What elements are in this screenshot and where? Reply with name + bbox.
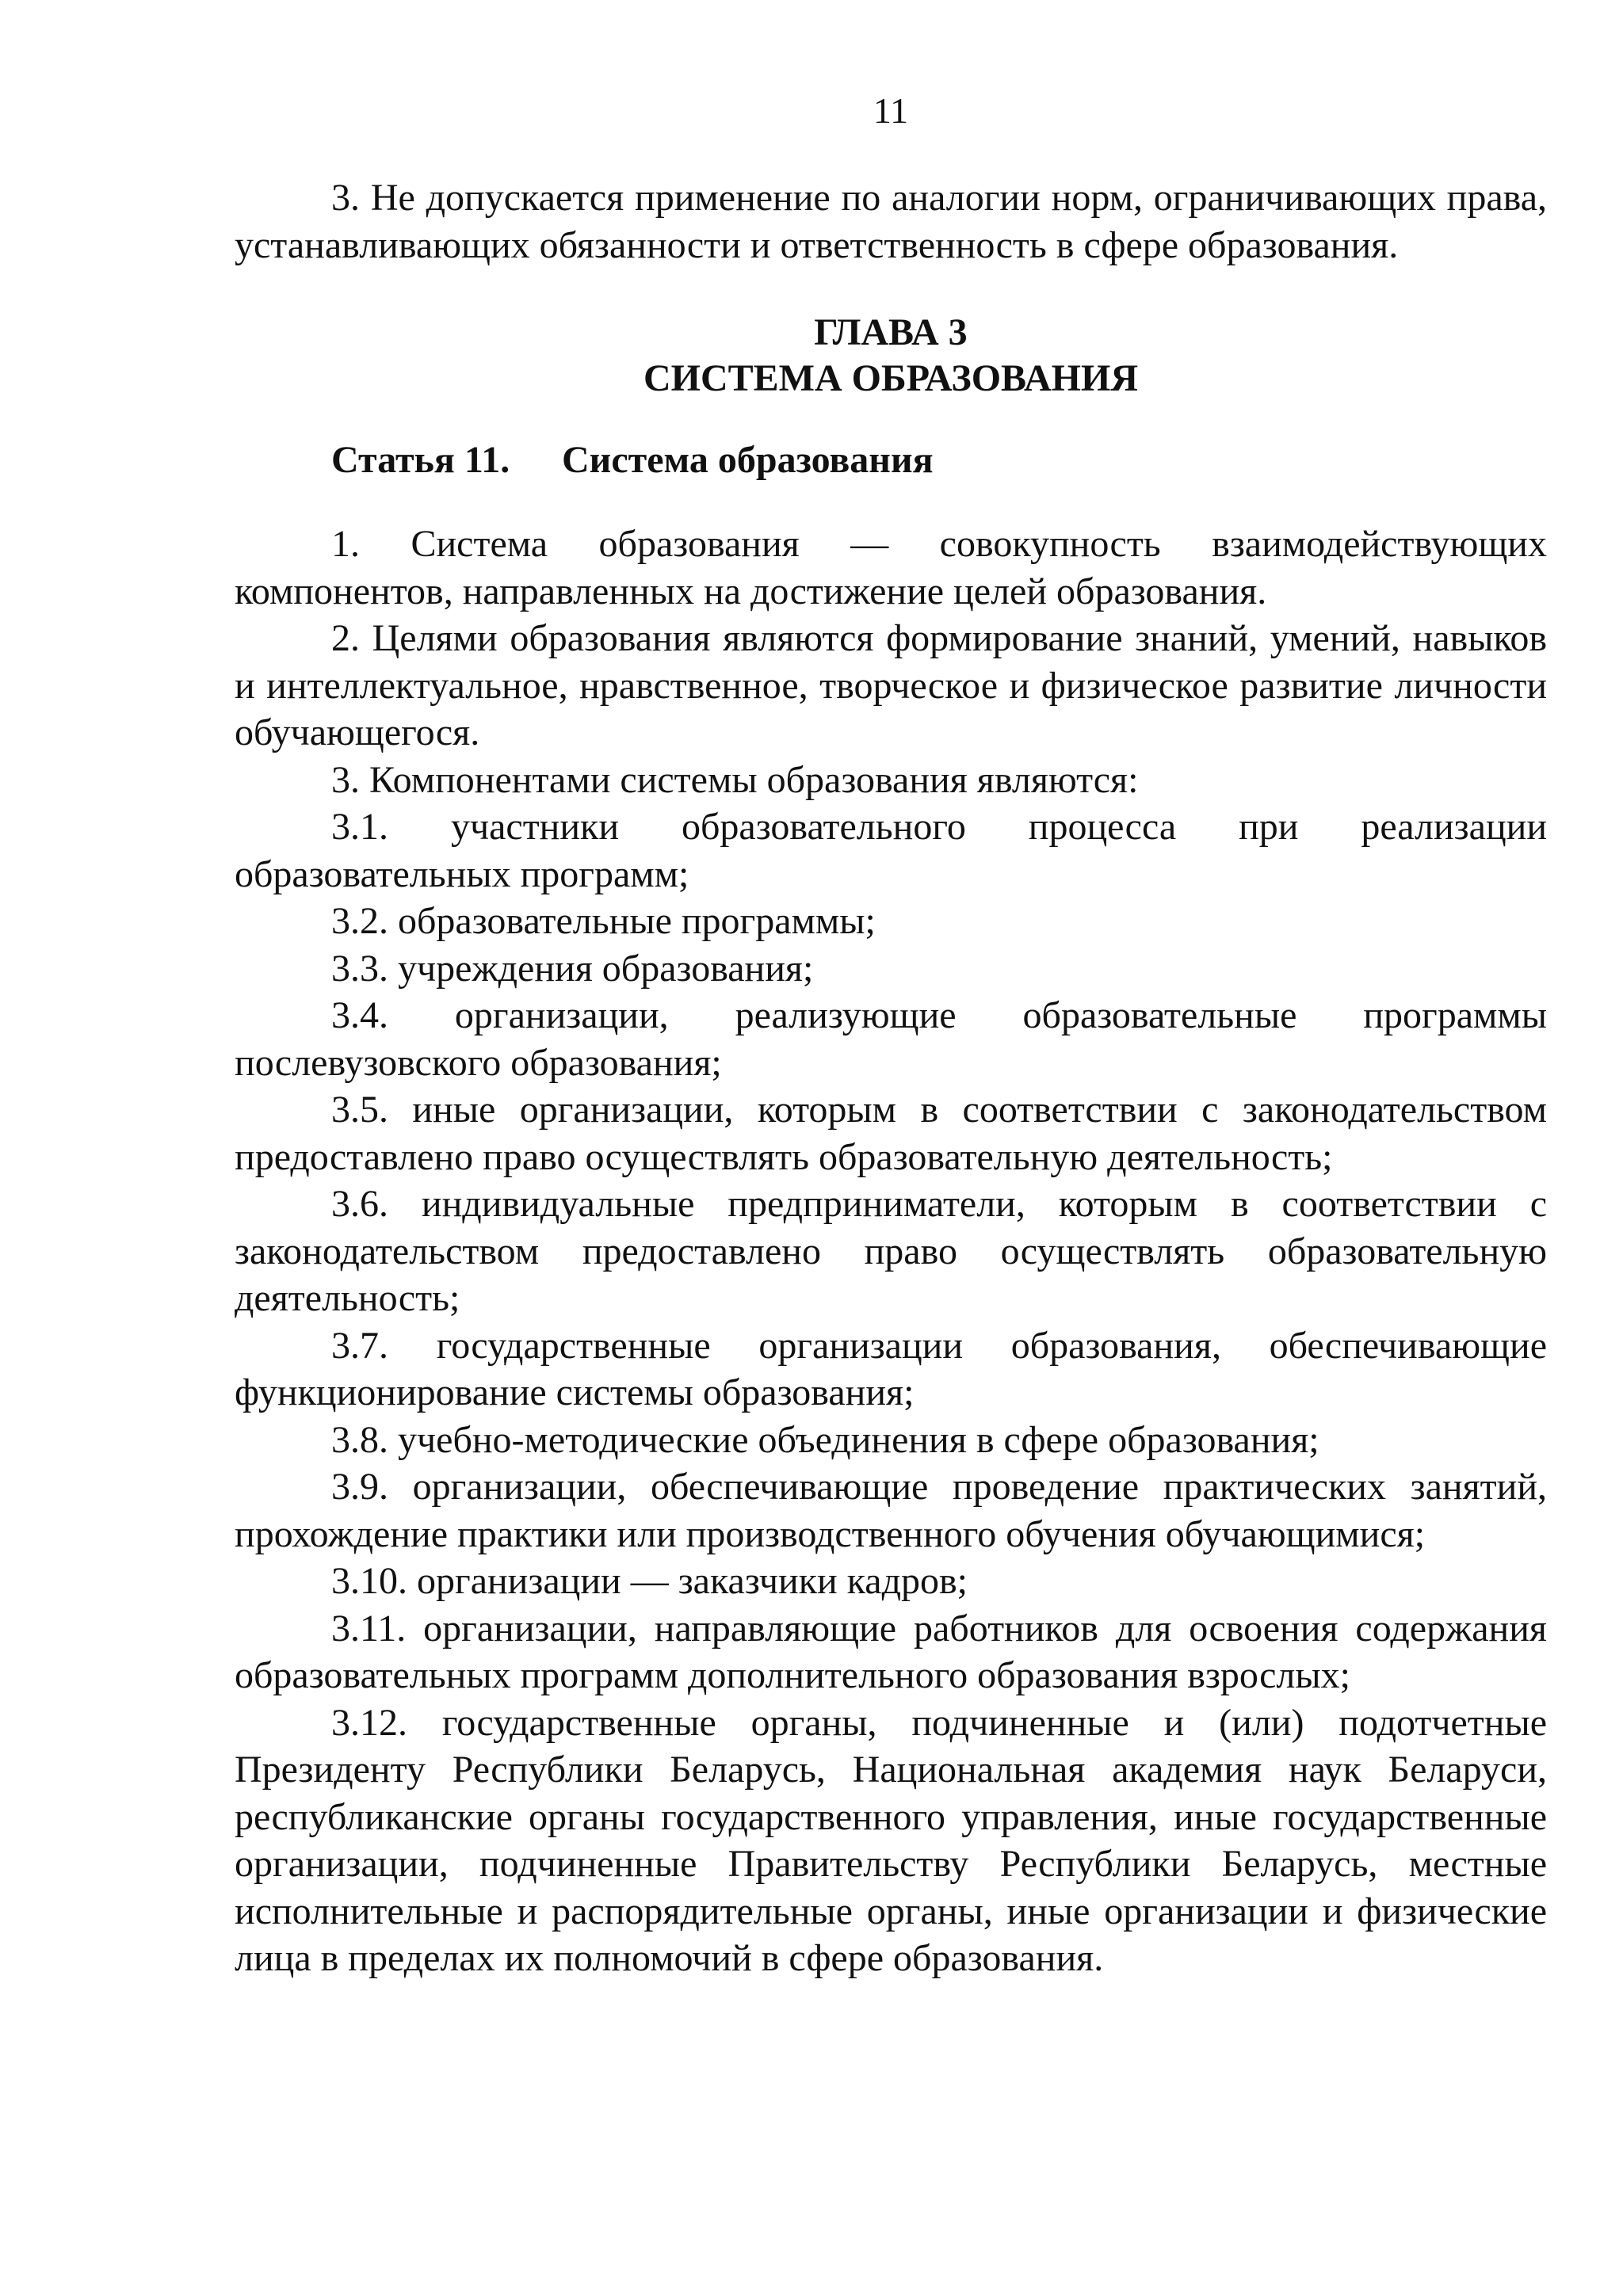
item-3-11: 3.11. организации, направляющие работников для освоения содержания образовательных программ дополнительного образования взрослых;	[235, 1607, 1547, 1696]
paragraph-1: 1. Система образования — совокупность взаимодействующих компонентов, направленных на достижение целей образования.	[235, 523, 1547, 612]
paragraph-3: 3. Компонентами системы образования являются:	[331, 758, 1139, 801]
page-number: 11	[873, 90, 909, 131]
intro-paragraph: 3. Не допускается применение по аналогии норм, ограничивающих права, устанавливающих обязанности и ответственность в сфере образования.	[235, 177, 1547, 266]
item-3-12: 3.12. государственные органы, подчиненные и (или) подотчетные Президенту Республики Беларусь, Национальная академия наук Беларуси, республиканские органы государственного управления, иные государственные организации, подчиненные Правительству Республики Беларусь, местные исполнительные и распорядительные органы, иные организации и физические лица в пределах их полномочий в сфере образования.	[235, 1701, 1547, 1979]
article-title: Система образования	[562, 439, 934, 481]
item-3-9: 3.9. организации, обеспечивающие проведение практических занятий, прохождение практики или производственного обучения обучающимися;	[235, 1466, 1547, 1555]
chapter-heading	[235, 310, 1547, 402]
item-3-10: 3.10. организации — заказчики кадров;	[331, 1560, 968, 1602]
article-body	[235, 521, 1547, 1982]
paragraph-2: 2. Целями образования являются формирование знаний, умений, навыков и интеллектуальное, нравственное, творческое и физическое развитие личности обучающегося.	[235, 617, 1547, 753]
item-3-4: 3.4. организации, реализующие образовательные программы послевузовского образования;	[235, 994, 1547, 1084]
item-3-6: 3.6. индивидуальные предприниматели, которым в соответствии с законодательством предоставлено право осуществлять образовательную деятельность;	[235, 1183, 1547, 1319]
item-3-2: 3.2. образовательные программы;	[331, 900, 876, 942]
document-page	[235, 87, 1547, 1982]
item-3-8: 3.8. учебно-методические объединения в сфере образования;	[331, 1418, 1319, 1461]
item-3-3: 3.3. учреждения образования;	[331, 947, 814, 990]
item-3-7: 3.7. государственные организации образования, обеспечивающие функционирование системы образования;	[235, 1324, 1547, 1413]
item-3-1: 3.1. участники образовательного процесса при реализации образовательных программ;	[235, 806, 1547, 895]
item-3-5: 3.5. иные организации, которым в соответствии с законодательством предоставлено право осуществлять образовательную деятельность;	[235, 1089, 1547, 1178]
article-heading	[235, 437, 1547, 484]
article-number: Статья 11.	[331, 439, 510, 481]
chapter-number: ГЛАВА 3	[814, 311, 968, 353]
chapter-title: СИСТЕМА ОБРАЗОВАНИЯ	[643, 357, 1139, 399]
